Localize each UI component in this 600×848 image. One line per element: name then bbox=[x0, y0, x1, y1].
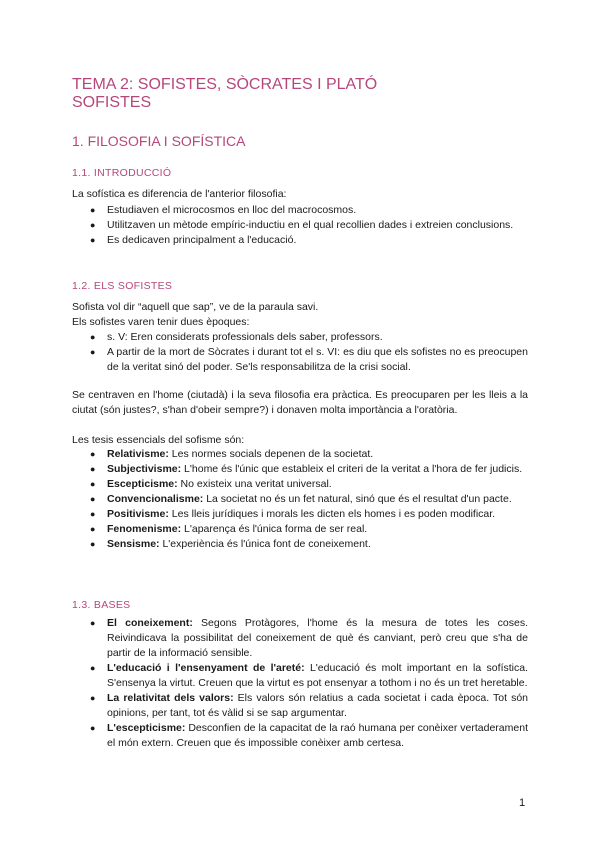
list-item: ● Positivisme: Les lleis jurídiques i morals les dicten els homes i es poden modificar. bbox=[90, 508, 496, 520]
bullet-icon: ● bbox=[90, 347, 96, 357]
intro-paragraph: La sofística es diferencia de l'anterior filosofia: bbox=[72, 188, 287, 200]
tesis-list bbox=[72, 447, 528, 552]
section-heading: 1. FILOSOFIA I SOFÍSTICA bbox=[72, 133, 246, 149]
bullet-icon: ● bbox=[90, 205, 96, 215]
bullet-icon: ● bbox=[90, 539, 96, 549]
list-item: ● Utilitzaven un mètode empíric-inductiu en el qual recollien dades i extreien conclusions. bbox=[90, 219, 514, 231]
list-item: ● El coneixement: Segons Protàgores, l'home és la mesura de totes les coses. Reivindicava la possibilitat del coneixement de què és canviant, però creu que s'ha de partir de la informació sensible. bbox=[90, 617, 528, 659]
bullet-icon: ● bbox=[90, 509, 96, 519]
list-item: ● s. V: Eren considerats professionals dels saber, professors. bbox=[90, 331, 383, 343]
bases-list bbox=[72, 616, 528, 751]
bullet-icon: ● bbox=[90, 723, 96, 733]
focus-paragraph: Se centraven en l'home (ciutadà) i la seva filosofia era pràctica. Es preocuparen per les lleis a la ciutat (són justes?, s'han d'obeir sempre?) i donaven molta importància a l'oratòria. bbox=[72, 389, 528, 416]
bullet-icon: ● bbox=[90, 618, 96, 628]
epochs-list bbox=[72, 330, 528, 375]
intro-list bbox=[72, 203, 528, 248]
bullet-icon: ● bbox=[90, 464, 96, 474]
bullet-icon: ● bbox=[90, 693, 96, 703]
bullet-icon: ● bbox=[90, 332, 96, 342]
epochs-intro: Els sofistes varen tenir dues èpoques: bbox=[72, 316, 250, 328]
definition-line: Sofista vol dir “aquell que sap”, ve de la paraula savi. bbox=[72, 301, 319, 313]
list-item: ● Es dedicaven principalment a l'educació. bbox=[90, 234, 297, 246]
tesis-intro: Les tesis essencials del sofisme són: bbox=[72, 434, 245, 446]
page-number: 1 bbox=[519, 797, 526, 809]
list-item: ● Subjectivisme: L'home és l'únic que estableix el criteri de la veritat a l'hora de fer judicis. bbox=[90, 463, 523, 475]
bullet-icon: ● bbox=[90, 449, 96, 459]
list-item: ● L'escepticisme: Desconfien de la capacitat de la raó humana per conèixer vertaderament el món extern. Creuen que és impossible conèixer amb certesa. bbox=[90, 722, 528, 749]
bullet-icon: ● bbox=[90, 494, 96, 504]
list-item: ● Sensisme: L'experiència és l'única font de coneixement. bbox=[90, 538, 371, 550]
subsection-heading-intro: 1.1. INTRODUCCIÓ bbox=[72, 167, 172, 179]
list-item: ● La relativitat dels valors: Els valors són relatius a cada societat i cada època. Tot són opinions, per tant, tot és vàlid si se sap argumentar. bbox=[90, 692, 529, 719]
list-item: ● Relativisme: Les normes socials depenen de la societat. bbox=[90, 448, 374, 460]
document-subtitle: SOFISTES bbox=[72, 94, 152, 111]
subsection-heading-bases: 1.3. BASES bbox=[72, 599, 131, 611]
list-item: ● L'educació i l'ensenyament de l'areté: L'educació és molt important en la sofística. S'ensenya la virtut. Creuen que la virtut es pot ensenyar a tothom i no és un tret heretable. bbox=[90, 662, 528, 689]
bullet-icon: ● bbox=[90, 663, 96, 673]
list-item: ● Escepticisme: No existeix una veritat universal. bbox=[90, 478, 332, 490]
list-item: ● Fenomenisme: L'aparença és l'única forma de ser real. bbox=[90, 523, 368, 535]
subsection-heading-sofistes: 1.2. ELS SOFISTES bbox=[72, 280, 173, 292]
list-item: ● Convencionalisme: La societat no és un fet natural, sinó que és el resultat d'un pacte. bbox=[90, 493, 512, 505]
document-title: TEMA 2: SOFISTES, SÒCRATES I PLATÓ bbox=[72, 76, 378, 93]
list-item: ● A partir de la mort de Sòcrates i durant tot el s. VI: es diu que els sofistes no es preocupen de la veritat sinó del poder. Se'ls responsabilitza de la crisi social. bbox=[90, 346, 528, 373]
bullet-icon: ● bbox=[90, 220, 96, 230]
bullet-icon: ● bbox=[90, 479, 96, 489]
bullet-icon: ● bbox=[90, 235, 96, 245]
bullet-icon: ● bbox=[90, 524, 96, 534]
list-item: ● Estudiaven el microcosmos en lloc del macrocosmos. bbox=[90, 204, 357, 216]
